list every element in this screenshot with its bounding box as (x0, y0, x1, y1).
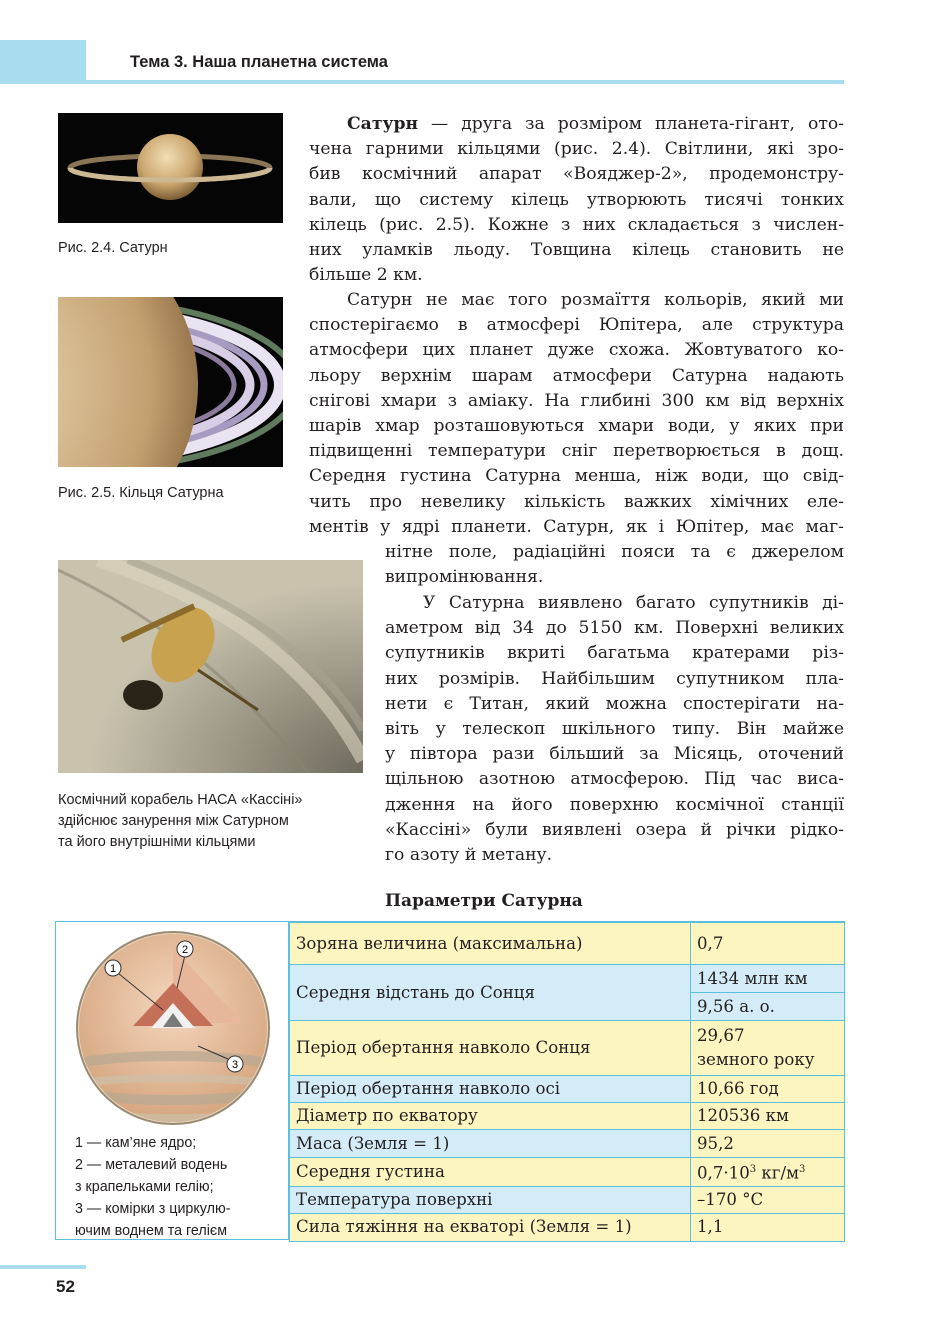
table-row (290, 1076, 845, 1103)
text-line: чить про невелику кількість важких хімічних еле- (309, 491, 844, 512)
text-line: підвищенні температури сніг перетворюється в дощ. (309, 441, 844, 462)
param-value-line: земного року (697, 1050, 815, 1069)
table-row (290, 1213, 845, 1241)
param-label: Маса (Земля = 1) (290, 1130, 691, 1158)
table-row (290, 923, 845, 965)
text-line: вали, що систему кілець утворюють тисячі тонких (309, 189, 844, 210)
text-line: більше 2 км. (309, 265, 423, 286)
table-row (290, 965, 845, 993)
diagram-label-2: 2 (181, 944, 189, 956)
table-row (290, 1021, 845, 1076)
param-value: 9,56 а. о. (691, 993, 845, 1021)
text-line: аметром від 34 до 5150 км. Поверхні великих (385, 618, 844, 639)
caption-line: та його внутрішніми кільцями (58, 834, 256, 850)
table-row (290, 1103, 845, 1130)
structure-legend (75, 1132, 230, 1242)
table-row (290, 1158, 845, 1187)
text-line: льору верхнім шарам атмосфери Сатурна надають (309, 365, 844, 386)
text-line: спостерігаємо в атмосфері Юпітера, але структура (309, 315, 844, 336)
text-line: Середня густина Сатурна менша, ніж води, що свід- (309, 466, 844, 487)
text-line: дження на його поверхню космічної станції (385, 794, 844, 815)
table-row (290, 1186, 845, 1213)
text-line: — друга за розміром планета-гігант, ото- (418, 114, 844, 134)
saturn-rings-photo (58, 297, 283, 467)
param-unit: кг/м (756, 1163, 799, 1183)
param-label: Температура поверхні (290, 1186, 691, 1213)
legend-line: ючим воднем та гелієм (75, 1223, 228, 1239)
param-value-part: 0,7·10 (697, 1163, 750, 1183)
page-header-title: Тема 3. Наша планетна система (130, 53, 388, 71)
footer-rule (0, 1265, 86, 1269)
term-saturn: Сатурн (347, 114, 419, 134)
cassini-caption (58, 790, 302, 853)
param-value: –170 °С (691, 1186, 845, 1213)
saturn-parameters-table (289, 922, 845, 1242)
param-value: 0,7 (691, 923, 845, 965)
text-line: щільною азотною атмосферою. Під час виса- (385, 769, 844, 790)
param-label: Період обертання навколо осі (290, 1076, 691, 1103)
paragraph-saturn-atmosphere-end (385, 540, 844, 590)
superscript: 3 (749, 1164, 757, 1175)
diagram-label-1: 1 (109, 963, 117, 975)
header-accent-block (0, 40, 86, 84)
param-label: Сила тяжіння на екваторі (Земля = 1) (290, 1213, 691, 1241)
superscript: 3 (799, 1164, 806, 1175)
text-line: Сатурн не має того розмаїття кольорів, який ми (347, 290, 844, 310)
param-value (691, 1021, 845, 1076)
param-label: Зоряна величина (максимальна) (290, 923, 691, 965)
param-value: 10,66 год (691, 1076, 845, 1103)
text-line: У Сатурна виявлено багато супутників ді- (423, 593, 844, 613)
text-line: шарів хмар розташовуються хмари води, у яких при (309, 416, 844, 437)
text-line: бив космічний апарат «Вояджер-2», продемонстру- (309, 164, 844, 185)
saturn-photo (58, 113, 283, 223)
text-line: чена гарними кільцями (рис. 2.4). Світлини, які зро- (309, 139, 844, 160)
text-line: го азоту й метану. (385, 845, 553, 866)
param-value: 1434 млн км (691, 965, 845, 993)
text-line: снігові хмари з аміаку. На глибині 300 км від верхніх (309, 390, 844, 411)
text-line: супутників вкриті багатьма кратерами різ- (385, 643, 844, 664)
table-title: Параметри Сатурна (385, 891, 583, 911)
text-line: кілець (рис. 2.5). Кожне з них складається з числен- (309, 214, 844, 235)
saturn-structure-diagram (73, 928, 273, 1128)
text-line: нети є Титан, який можна спостерігати на- (385, 693, 844, 714)
figure-caption-2-5: Рис. 2.5. Кільця Сатурна (58, 485, 224, 501)
text-line: атмосфери цих планет дуже схожа. Жовтуватого ко- (309, 340, 844, 361)
paragraph-saturn-moons (385, 591, 844, 868)
text-line: віть у телескоп шкільного типу. Він майже (385, 719, 844, 740)
header-rule (86, 80, 844, 84)
param-label: Середня густина (290, 1158, 691, 1187)
param-value: 1,1 (691, 1213, 845, 1241)
paragraph-saturn-atmosphere (309, 288, 844, 540)
text-line: у півтора рази більший за Місяць, оточений (385, 744, 844, 765)
text-line: них розмірів. Найбільшим супутником пла- (385, 668, 844, 689)
text-line: ментів у ядрі планети. Сатурн, як і Юпітер, має маг- (309, 516, 844, 537)
caption-line: Космічний корабель НАСА «Кассіні» (58, 792, 303, 808)
param-value (691, 1158, 845, 1187)
saturn-structure-cell (56, 922, 289, 1239)
table-row (290, 1130, 845, 1158)
param-value: 120536 км (691, 1103, 845, 1130)
param-value: 95,2 (691, 1130, 845, 1158)
param-value-line: 29,67 (697, 1026, 745, 1045)
legend-line: 1 — кам’яне ядро; (75, 1135, 197, 1151)
diagram-label-3: 3 (231, 1059, 239, 1071)
text-line: них уламків льоду. Товщина кілець становить не (309, 240, 844, 261)
text-line: випромінювання. (385, 567, 544, 588)
param-label: Діаметр по екватору (290, 1103, 691, 1130)
legend-line: з крапельками гелію; (75, 1179, 214, 1195)
page-number: 52 (56, 1277, 75, 1296)
caption-line: здійснює занурення між Сатурном (58, 813, 289, 829)
param-label: Період обертання навколо Сонця (290, 1021, 691, 1076)
cassini-spacecraft-photo (58, 560, 363, 773)
legend-line: 2 — металевий водень (75, 1157, 228, 1173)
text-line: «Кассіні» були виявлені озера й річки рідко- (385, 819, 844, 840)
figure-caption-2-4: Рис. 2.4. Сатурн (58, 240, 168, 256)
param-label: Середня відстань до Сонця (290, 965, 691, 1021)
legend-line: 3 — комірки з циркулю- (75, 1201, 231, 1217)
text-line: нітне поле, радіаційні пояси та є джерелом (385, 542, 844, 562)
paragraph-saturn-intro (309, 112, 844, 288)
